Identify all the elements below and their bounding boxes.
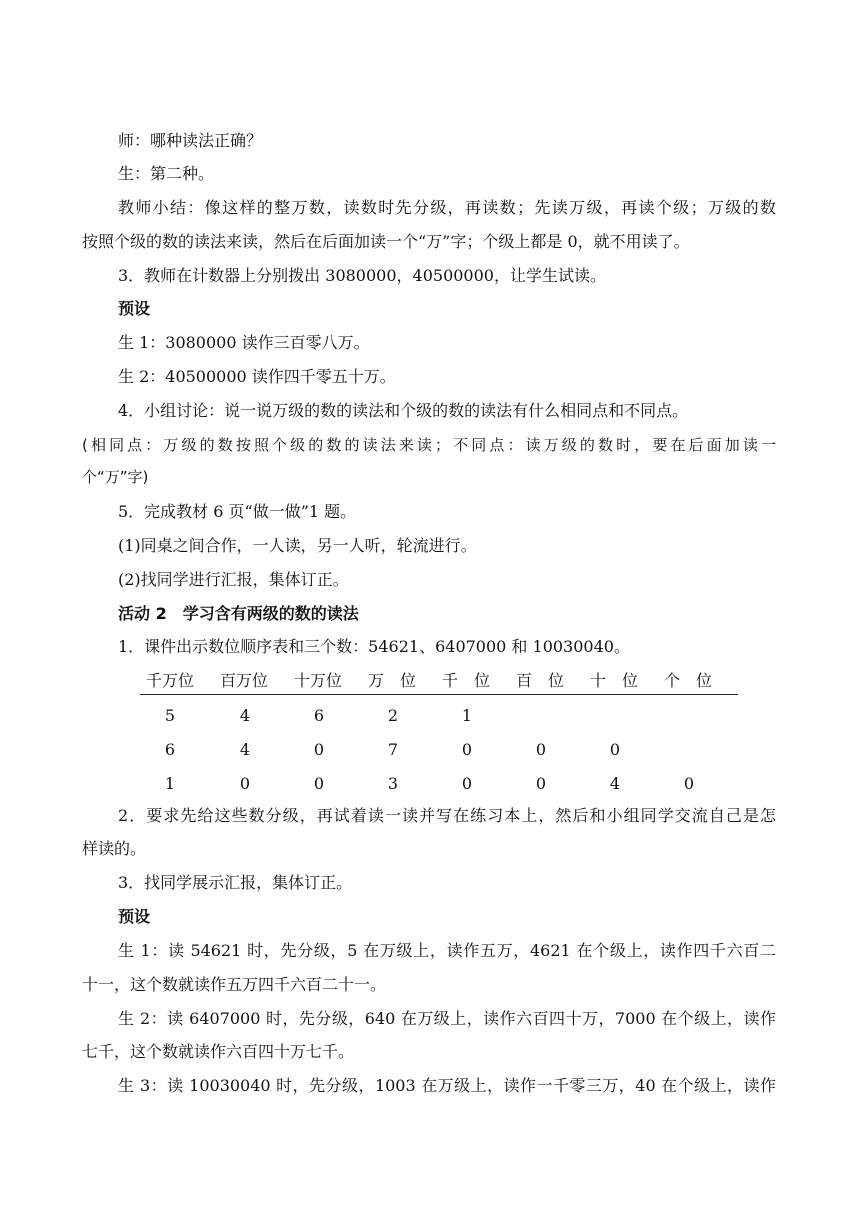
table-cell: 2 (387, 706, 399, 725)
table-cell: 3 (387, 774, 399, 793)
table-cell: 0 (239, 774, 251, 793)
activity-2-heading: 活动 2 学习含有两级的数的读法 (118, 604, 359, 623)
table-header-rule (140, 694, 738, 695)
step-3-text: 3．教师在计数器上分别拨出 3080000，40500000，让学生试读。 (118, 266, 606, 285)
table-header-cell: 十 位 (590, 671, 639, 690)
student-2-reading-line-2: 七千，这个数就读作六百四十万七千。 (82, 1042, 355, 1061)
discussion-note-line-2: 个“万”字) (82, 468, 149, 486)
teacher-summary-line-1: 教师小结：像这样的整万数，读数时先分级，再读数；先读万级，再读个级；万级的数 (118, 198, 776, 217)
table-cell: 6 (313, 706, 325, 725)
substep-2-text: (2)找同学进行汇报，集体订正。 (118, 570, 349, 589)
table-header-cell: 百 位 (516, 671, 565, 690)
activity-step-1-text: 1．课件出示数位顺序表和三个数：54621、6407000 和 10030040。 (118, 637, 630, 656)
table-cell: 0 (461, 774, 473, 793)
table-cell: 0 (461, 740, 473, 759)
preset-heading-2: 预设 (118, 907, 151, 926)
student-answer: 生：第二种。 (118, 164, 215, 183)
table-cell: 4 (609, 774, 621, 793)
table-header-cell: 个 位 (664, 671, 713, 690)
table-cell: 0 (535, 740, 547, 759)
table-cell: 5 (164, 706, 176, 725)
preset-heading: 预设 (118, 299, 151, 318)
table-cell: 0 (609, 740, 621, 759)
student-1-reading-line-1: 生 1：读 54621 时，先分级，5 在万级上，读作五万，4621 在个级上，读作四千六百二 (118, 941, 776, 960)
table-header-cell: 百万位 (220, 671, 269, 690)
student-1-reading-line-2: 十一，这个数就读作五万四千六百二十一。 (82, 975, 387, 994)
table-cell: 4 (239, 740, 251, 759)
table-cell: 0 (683, 774, 695, 793)
table-cell: 4 (239, 706, 251, 725)
step-5-text: 5．完成教材 6 页“做一做”1 题。 (118, 502, 357, 521)
table-cell: 0 (535, 774, 547, 793)
step-4-text: 4．小组讨论：说一说万级的数的读法和个级的数的读法有什么相同点和不同点。 (118, 401, 689, 420)
student-3-reading-line-1: 生 3：读 10030040 时，先分级，1003 在万级上，读作一千零三万，40 在个级上，读作 (118, 1076, 776, 1095)
table-header-cell: 千 位 (442, 671, 491, 690)
student-2-reading-line-1: 生 2：读 6407000 时，先分级，640 在万级上，读作六百四十万，7000 在个级上，读作 (118, 1009, 776, 1028)
student-1-answer: 生 1：3080000 读作三百零八万。 (118, 333, 370, 352)
activity-step-2-line-1: 2．要求先给这些数分级，再试着读一读并写在练习本上，然后和小组同学交流自己是怎 (118, 806, 776, 825)
activity-step-2-line-2: 样读的。 (82, 839, 147, 858)
teacher-question: 师：哪种读法正确？ (118, 131, 263, 150)
table-cell: 1 (461, 706, 473, 725)
discussion-note-line-1: (相同点：万级的数按照个级的数的读法来读；不同点：读万级的数时，要在后面加读一 (82, 436, 776, 454)
student-2-answer: 生 2：40500000 读作四千零五十万。 (118, 367, 396, 386)
substep-1-text: (1)同桌之间合作，一人读，另一人听，轮流进行。 (118, 536, 477, 555)
table-cell: 0 (313, 774, 325, 793)
table-cell: 0 (313, 740, 325, 759)
table-header-cell: 万 位 (368, 671, 417, 690)
table-cell: 1 (164, 774, 176, 793)
table-cell: 7 (387, 740, 399, 759)
activity-step-3-text: 3．找同学展示汇报，集体订正。 (118, 873, 353, 892)
table-cell: 6 (164, 740, 176, 759)
table-header-cell: 十万位 (294, 671, 343, 690)
teacher-summary-line-2: 按照个级的数的读法来读，然后在后面加读一个“万”字；个级上都是 0，就不用读了。 (82, 232, 690, 251)
table-header-cell: 千万位 (146, 671, 195, 690)
